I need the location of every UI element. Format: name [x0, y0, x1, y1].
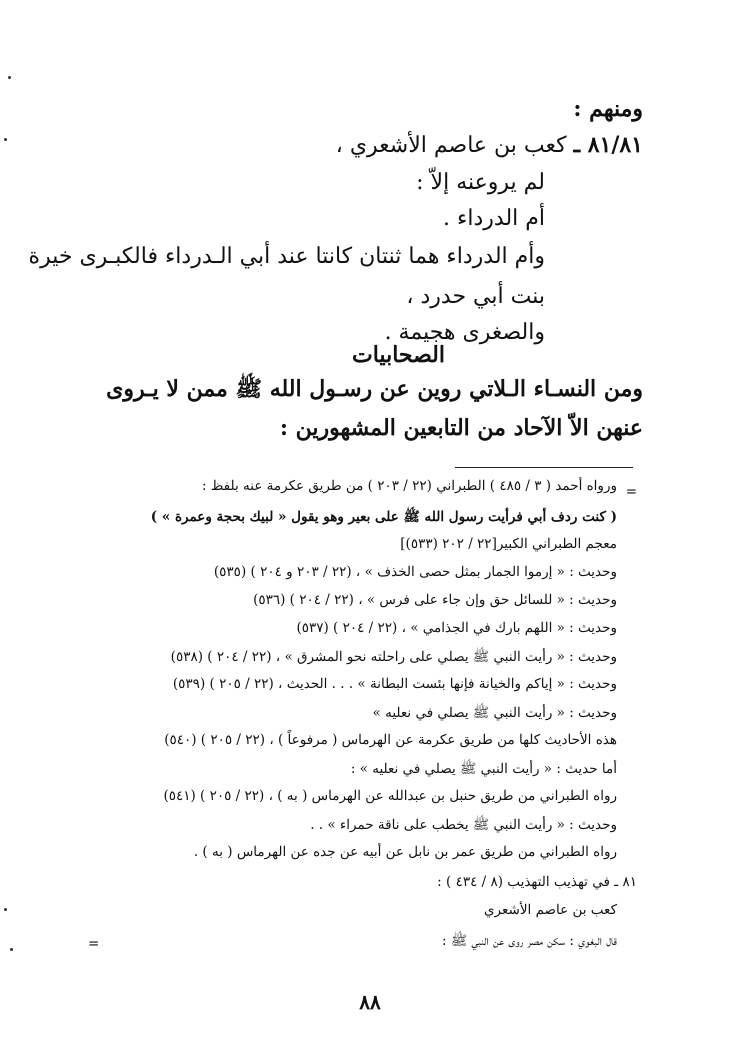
entry-line [336, 132, 643, 158]
chapter-title: الصحابيات [352, 342, 445, 368]
footnote-line: هذه الأحاديث كلها من طريق عكرمة عن الهرماس ( مرفوعاً ) ، (٢٢ / ٢٠٥ ) (٥٤٠) [164, 732, 617, 748]
footnote-line: وحديث : « إياكم والخيانة فإنها بئست البطانة » . . . الحديث ، (٢٢ / ٢٠٥ ) (٥٣٩) [172, 676, 617, 692]
scan-speck [4, 138, 7, 141]
footnote-separator [455, 467, 633, 468]
footnote-line: وحديث : « رأيت النبي ﷺ يصلي في نعليه » [372, 705, 617, 721]
footnote-line: وحديث : « رأيت النبي ﷺ يصلي على راحلته نحو المشرق » ، (٢٢ / ٢٠٤ ) (٥٣٨) [170, 649, 617, 665]
footnote-line: ( كنت ردف أبي فرأيت رسول الله ﷺ على بعير وهو يقول « لبيك بحجة وعمرة » ) [150, 509, 617, 525]
chapter-intro-line1: ومن النسـاء الـلاتي روين عن رسـول الله ﷺ ممن لا يـروى [106, 376, 643, 402]
footnote-line: ورواه أحمد ( ٣ / ٤٨٥ ) الطبراني (٢٢ / ٢٠٣ ) من طريق عكرمة عنه بلفظ : [202, 478, 617, 494]
footnote-line: كعب بن عاصم الأشعري [483, 902, 617, 918]
scan-speck [4, 908, 7, 911]
narrator-detail-cont: بنت أبي حدرد ، [406, 284, 545, 309]
footnote-line: قال البغوي : سكن مصر روى عن النبي ﷺ : [441, 933, 617, 949]
narrator-detail-end: والصغرى هجيمة . [384, 320, 545, 345]
scan-speck [10, 948, 13, 951]
narrators-intro: لم يروعنه إلاّ : [416, 170, 545, 195]
scan-speck [8, 76, 11, 79]
section-heading: ومنهم : [573, 96, 643, 122]
footnote-end-mark: = [88, 936, 100, 952]
footnote-continuation-mark: = [625, 484, 637, 500]
footnote-line: رواه الطبراني من طريق عمر بن نابل عن أبيه عن جده عن الهرماس ( به ) . [193, 844, 617, 860]
footnote-line: وحديث : « اللهم بارك في الجذامي » ، (٢٢ / ٢٠٤ ) (٥٣٧) [296, 620, 617, 636]
footnote-line: وحديث : « إرموا الجمار بمثل حصى الخذف » ، (٢٢ / ٢٠٣ و ٢٠٤ ) (٥٣٥) [213, 564, 617, 580]
entry-name: كعب بن عاصم الأشعري ، [335, 133, 567, 158]
chapter-intro-line2: عنهن الاّ الآحاد من التابعين المشهورين : [279, 415, 643, 441]
footnote-line: رواه الطبراني من طريق حنبل بن عبدالله عن الهرماس ( به ) ، (٢٢ / ٢٠٥ ) (٥٤١) [163, 788, 617, 804]
page-number: ٨٨ [359, 990, 381, 1014]
footnote-line: ٨١ ـ في تهذيب التهذيب (٨ / ٤٣٤ ) : [437, 874, 637, 890]
footnote-line: وحديث : « للسائل حق وإن جاء على فرس » ، (٢٢ / ٢٠٤ ) (٥٣٦) [253, 592, 617, 608]
entry-number: ٨١/٨١ ـ [573, 132, 643, 158]
narrator-line: أم الدرداء . [443, 206, 545, 231]
footnote-line: معجم الطبراني الكبير[٢٢ / ٢٠٢ (٥٣٣)] [400, 536, 617, 552]
footnote-line: أما حديث : « رأيت النبي ﷺ يصلي في نعليه » : [350, 761, 617, 777]
footnote-line: وحديث : « رأيت النبي ﷺ يخطب على ناقة حمراء » . . [310, 817, 617, 833]
narrator-detail: وأم الدرداء هما ثنتان كانتا عند أبي الـدرداء فالكبـرى خيرة [28, 244, 545, 269]
